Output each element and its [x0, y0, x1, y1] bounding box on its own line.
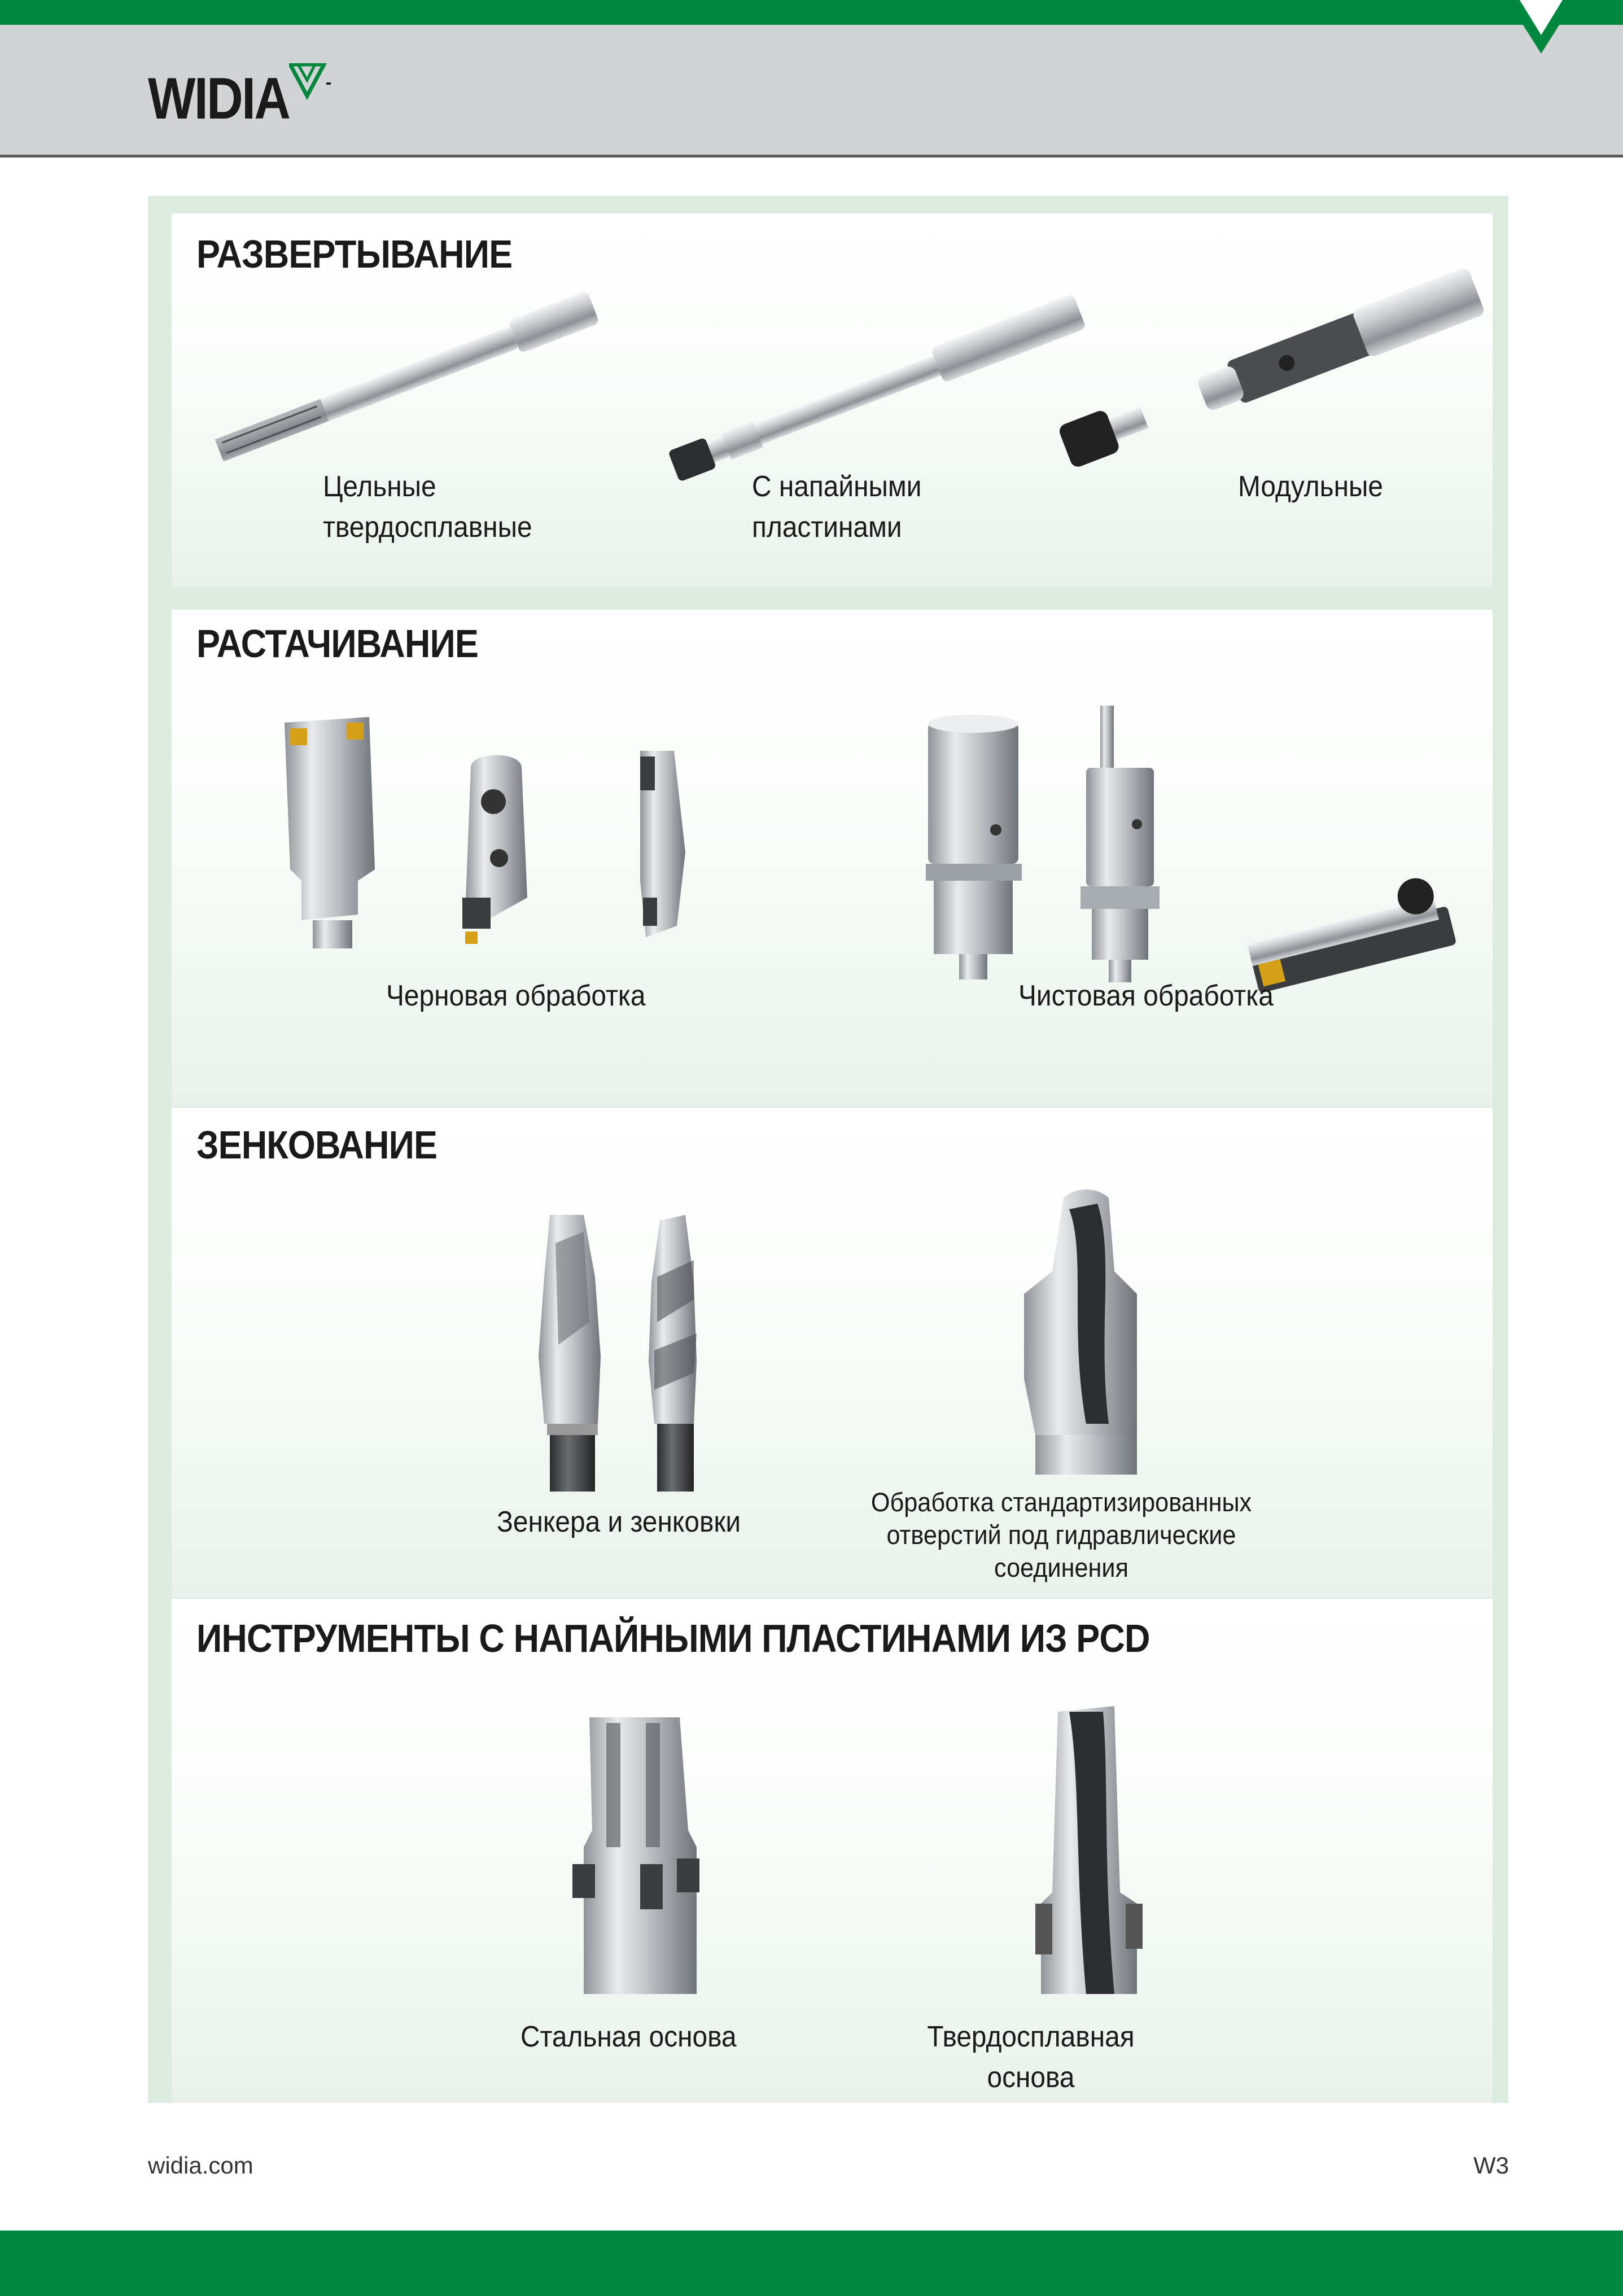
corner-triangle-mark	[1507, 0, 1575, 54]
solid-carbide-reamer-image	[183, 287, 635, 473]
hydraulic-port-tool-image	[1001, 1187, 1182, 1480]
page-number: W3	[1473, 2152, 1509, 2179]
logo-triangle-icon	[289, 63, 334, 103]
caption-solid-carbide: Цельные твердосплавные	[323, 470, 532, 544]
section-pcd-tools	[172, 1599, 1493, 2103]
section-title: РАСТАЧИВАНИЕ	[196, 622, 478, 666]
counterbores-countersinks-image	[533, 1209, 770, 1492]
caption-modular: Модульные	[1238, 470, 1383, 503]
section-title: ИНСТРУМЕНТЫ С НАПАЙНЫМИ ПЛАСТИНАМИ ИЗ PCD	[196, 1616, 1150, 1660]
caption-counterbores: Зенкера и зенковки	[497, 1506, 741, 1538]
caption-carbide-body: Твердосплавная основа	[927, 2021, 1135, 2094]
caption-hydraulic-ports: Обработка стандартизированных отверстий под гидравлические соединения	[870, 1487, 1252, 1582]
finish-boring-tools-image	[917, 706, 1481, 988]
caption-brazed: С напайными пластинами	[752, 470, 922, 544]
section-boring	[172, 610, 1493, 1107]
section-reaming	[172, 213, 1493, 587]
modular-reamer-image	[996, 281, 1504, 484]
bottom-accent-bar	[0, 2231, 1623, 2296]
footer-url: widia.com	[148, 2152, 253, 2179]
logo-wordmark: WIDIA	[148, 66, 290, 132]
section-title: РАЗВЕРТЫВАНИЕ	[196, 232, 513, 276]
caption-rough-boring: Черновая обработка	[386, 979, 646, 1012]
rough-boring-tools-image	[279, 711, 787, 982]
widia-logo	[148, 68, 340, 130]
section-countersinking	[172, 1108, 1493, 1598]
caption-finish-boring: Чистовая обработка	[1018, 979, 1274, 1012]
top-accent-bar	[0, 0, 1623, 25]
caption-steel-body: Стальная основа	[520, 2021, 737, 2053]
steel-body-pcd-tool-image	[567, 1706, 747, 2000]
section-title: ЗЕНКОВАНИЕ	[196, 1123, 438, 1167]
carbide-body-pcd-tool-image	[1018, 1700, 1165, 2000]
